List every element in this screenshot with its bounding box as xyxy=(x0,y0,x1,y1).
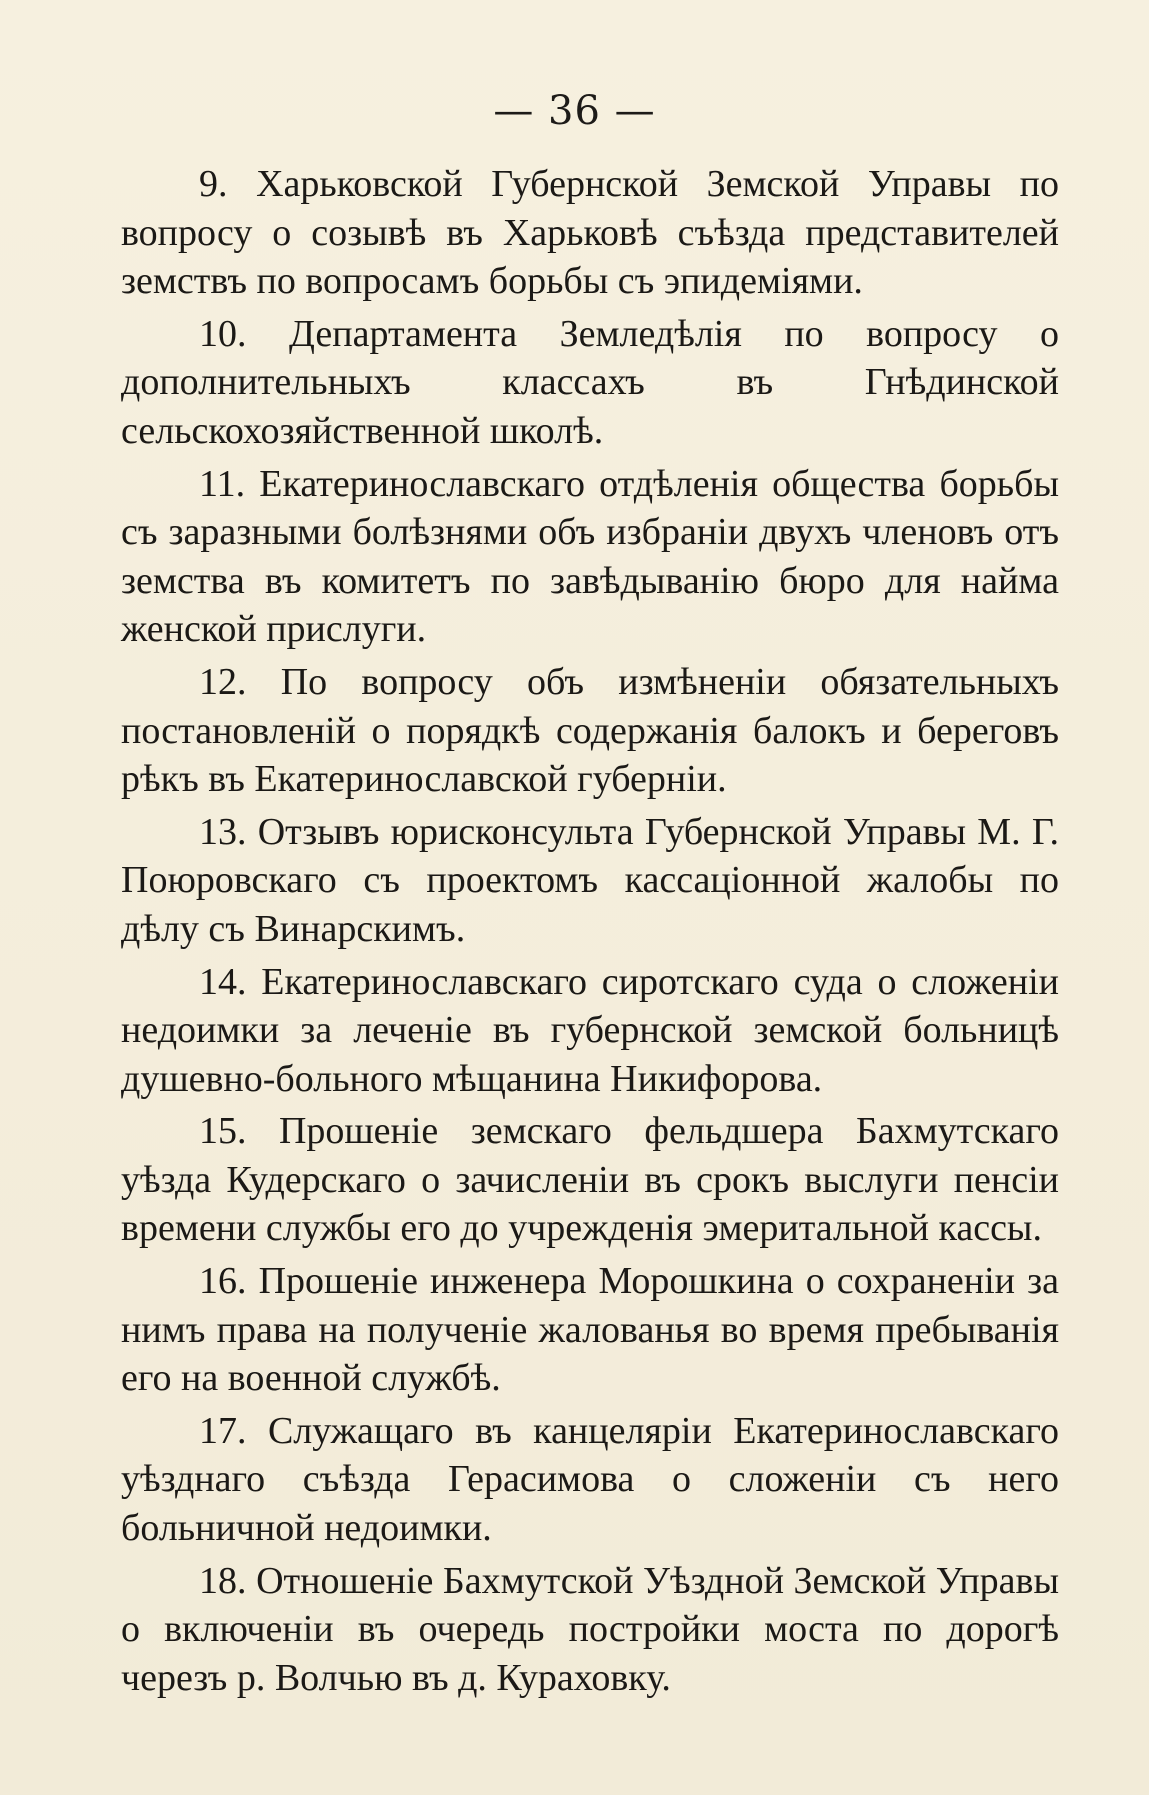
agenda-item: 12. По вопросу объ измѣненіи обязательныхъ постановленій о порядкѣ содержанія балокъ и береговъ рѣкъ въ Екатеринославской губерніи. xyxy=(121,660,1059,801)
agenda-item: 10. Департамента Земледѣлія по вопросу о дополнительныхъ классахъ въ Гнѣдинской сельскохозяйственной школѣ. xyxy=(121,312,1059,452)
agenda-item: 17. Служащаго въ канцеляріи Екатеринославскаго уѣзднаго съѣзда Герасимова о сложеніи съ него больничной недоимки. xyxy=(121,1409,1059,1550)
agenda-item: 16. Прошеніе инженера Морошкина о сохраненіи за нимъ права на полученіе жалованья во время пребыванія его на военной службѣ. xyxy=(121,1260,1059,1400)
agenda-item: 9. Харьковской Губернской Земской Управы по вопросу о созывѣ въ Харьковѣ съѣзда представителей земствъ по вопросамъ борьбы съ эпидеміями. xyxy=(121,163,1059,303)
agenda-list xyxy=(121,160,1059,1706)
agenda-item: 13. Отзывъ юрисконсульта Губернской Управы М. Г. Поюровскаго съ проектомъ кассаціонной жалобы по дѣлу съ Винарскимъ. xyxy=(121,810,1059,950)
agenda-item: 15. Прошеніе земскаго фельдшера Бахмутскаго уѣзда Кудерскаго о зачисленіи въ срокъ выслуги пенсіи времени службы его до учрежденія эмеритальной кассы. xyxy=(121,1110,1059,1250)
agenda-item: 14. Екатеринославскаго сиротскаго суда о сложеніи недоимки за леченіе въ губернской земской больницѣ душевно-больного мѣщанина Никифорова. xyxy=(121,960,1059,1100)
agenda-item: 11. Екатеринославскаго отдѣленія общества борьбы съ заразными болѣзнями объ избраніи двухъ членовъ отъ земства въ комитетъ по завѣдыванію бюро для найма женской прислуги. xyxy=(121,462,1059,651)
page-number: — 36 — xyxy=(493,88,656,134)
agenda-item: 18. Отношеніе Бахмутской Уѣздной Земской Управы о включеніи въ очередь постройки моста по дорогѣ черезъ р. Волчью въ д. Кураховку. xyxy=(121,1559,1059,1699)
